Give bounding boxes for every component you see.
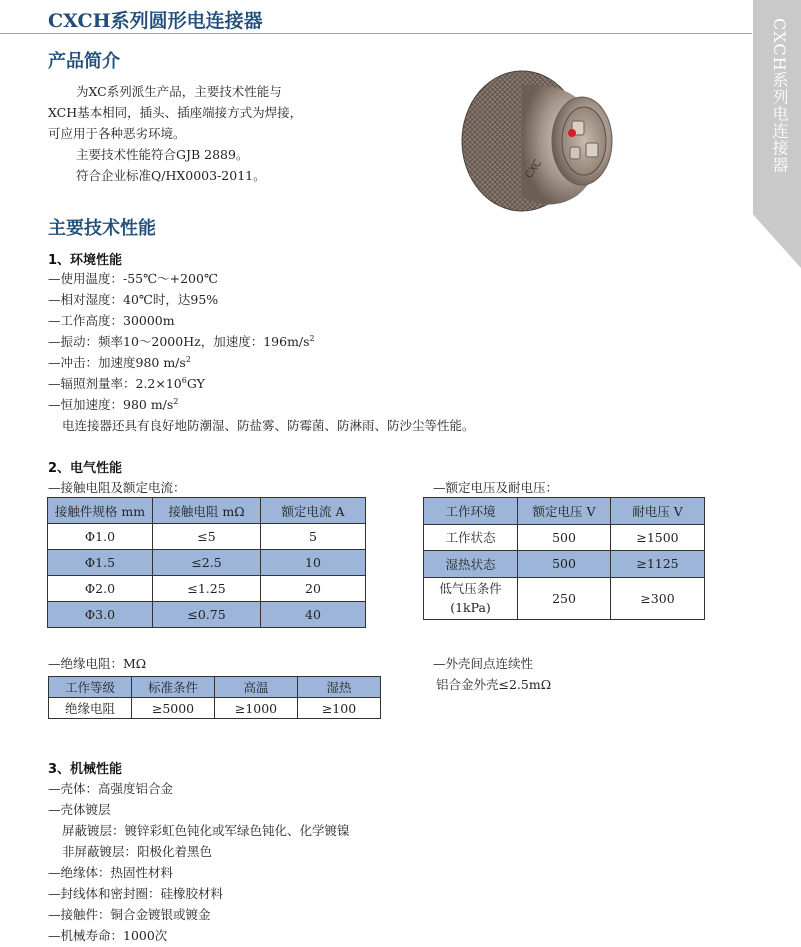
table-header: 接触件规格 mm <box>48 498 153 524</box>
table-cell: ≥100 <box>298 698 381 719</box>
table-row <box>424 524 705 551</box>
env-heading: 1、环境性能 <box>48 253 123 268</box>
table-cell: ≥5000 <box>132 698 215 719</box>
table-cell: 40 <box>261 602 366 628</box>
table-header: 耐电压 V <box>611 498 705 525</box>
table-cell: ≥1000 <box>215 698 298 719</box>
page-title: CXCH系列圆形电连接器 <box>48 10 263 32</box>
intro-line-1: 为XC系列派生产品，主要技术性能与 <box>76 84 282 99</box>
mech-item: —接触件：铜合金镀银或镀金 <box>48 907 211 922</box>
table-row <box>48 576 366 602</box>
table-cell: 湿热状态 <box>424 551 518 578</box>
intro-line-3: 可应用于各种恶劣环境。 <box>48 126 186 141</box>
insulation-table <box>48 676 381 719</box>
table-row <box>48 602 366 628</box>
table-cell: Φ2.0 <box>48 576 153 602</box>
contact-caption: —接触电阻及额定电流： <box>48 480 186 495</box>
shell-value: 铝合金外壳≤2.5mΩ <box>436 677 552 692</box>
table-cell: 500 <box>518 524 611 551</box>
table-cell: ≥300 <box>611 577 705 619</box>
shell-caption: —外壳间点连续性 <box>433 656 534 671</box>
table-header: 额定电压 V <box>518 498 611 525</box>
table-cell: Φ1.0 <box>48 524 153 550</box>
table-cell: Φ1.5 <box>48 550 153 576</box>
intro-heading: 产品简介 <box>48 51 120 72</box>
voltage-table <box>423 497 705 620</box>
table-cell: 低气压条件 (1kPa) <box>424 577 518 619</box>
table-cell: 20 <box>261 576 366 602</box>
env-shock: —冲击：加速度980 $m/s^2$ <box>48 354 191 370</box>
table-header: 接触电阻 mΩ <box>153 498 261 524</box>
table-header-row <box>49 677 381 698</box>
table-cell: 10 <box>261 550 366 576</box>
table-header: 工作等级 <box>49 677 132 698</box>
env-acceleration: —恒加速度：980 $m/s^2$ <box>48 396 179 412</box>
table-row <box>49 698 381 719</box>
intro-line-4: 主要技术性能符合GJB 2889。 <box>76 147 249 162</box>
elec-heading: 2、电气性能 <box>48 461 123 476</box>
side-tab-label: CXCH系列电连接器 <box>770 18 789 174</box>
performance-heading: 主要技术性能 <box>48 218 156 239</box>
intro-line-5: 符合企业标准Q/HX0003-2011。 <box>76 168 266 183</box>
product-engraving: CXC <box>523 157 544 181</box>
env-humidity: —相对湿度：40℃时，达95% <box>48 292 219 307</box>
intro-line-2: XCH基本相同，插头、插座端接方式为焊接， <box>48 105 303 120</box>
table-row <box>424 551 705 578</box>
table-cell: 500 <box>518 551 611 578</box>
table-cell: ≤0.75 <box>153 602 261 628</box>
table-cell: ≤5 <box>153 524 261 550</box>
env-altitude: —工作高度：30000m <box>48 313 175 328</box>
title-divider <box>0 33 752 34</box>
mech-item: —绝缘体：热固性材料 <box>48 865 174 880</box>
env-note: 电连接器还具有良好地防潮湿、防盐雾、防霉菌、防淋雨、防沙尘等性能。 <box>62 418 475 433</box>
mech-item: —封线体和密封圈：硅橡胶材料 <box>48 886 224 901</box>
table-header: 湿热 <box>298 677 381 698</box>
table-cell: Φ3.0 <box>48 602 153 628</box>
mech-item: 非屏蔽镀层：阳极化着黑色 <box>62 844 213 859</box>
insulation-caption: —绝缘电阻：MΩ <box>48 656 147 671</box>
table-row <box>424 577 705 619</box>
table-cell: 250 <box>518 577 611 619</box>
connector-product-image <box>460 67 618 215</box>
mech-item: —壳体：高强度铝合金 <box>48 781 174 796</box>
table-header: 标准条件 <box>132 677 215 698</box>
env-vibration: —振动：频率10～2000Hz，加速度：$196m/s^2$ <box>48 333 315 349</box>
table-row <box>48 524 366 550</box>
table-header-row <box>48 498 366 524</box>
table-cell: 工作状态 <box>424 524 518 551</box>
env-temp: —使用温度：-55℃～+200℃ <box>48 271 218 286</box>
table-cell: ≤1.25 <box>153 576 261 602</box>
table-header-row <box>424 498 705 525</box>
mech-heading: 3、机械性能 <box>48 762 123 777</box>
table-header: 工作环境 <box>424 498 518 525</box>
mech-item: —壳体镀层 <box>48 802 111 817</box>
table-header: 额定电流 A <box>261 498 366 524</box>
table-cell: ≤2.5 <box>153 550 261 576</box>
table-cell: ≥1500 <box>611 524 705 551</box>
table-row <box>48 550 366 576</box>
mech-item: 屏蔽镀层：镀锌彩虹色钝化或军绿色钝化、化学镀镍 <box>62 823 350 838</box>
table-cell: ≥1125 <box>611 551 705 578</box>
voltage-caption: —额定电压及耐电压： <box>433 480 559 495</box>
table-header: 高温 <box>215 677 298 698</box>
contact-table <box>47 497 366 628</box>
env-radiation: —辐照剂量率：$2.2\times 10^6GY$ <box>48 375 205 391</box>
table-cell: 绝缘电阻 <box>49 698 132 719</box>
table-cell: 5 <box>261 524 366 550</box>
mech-item: —机械寿命：1000次 <box>48 928 168 943</box>
